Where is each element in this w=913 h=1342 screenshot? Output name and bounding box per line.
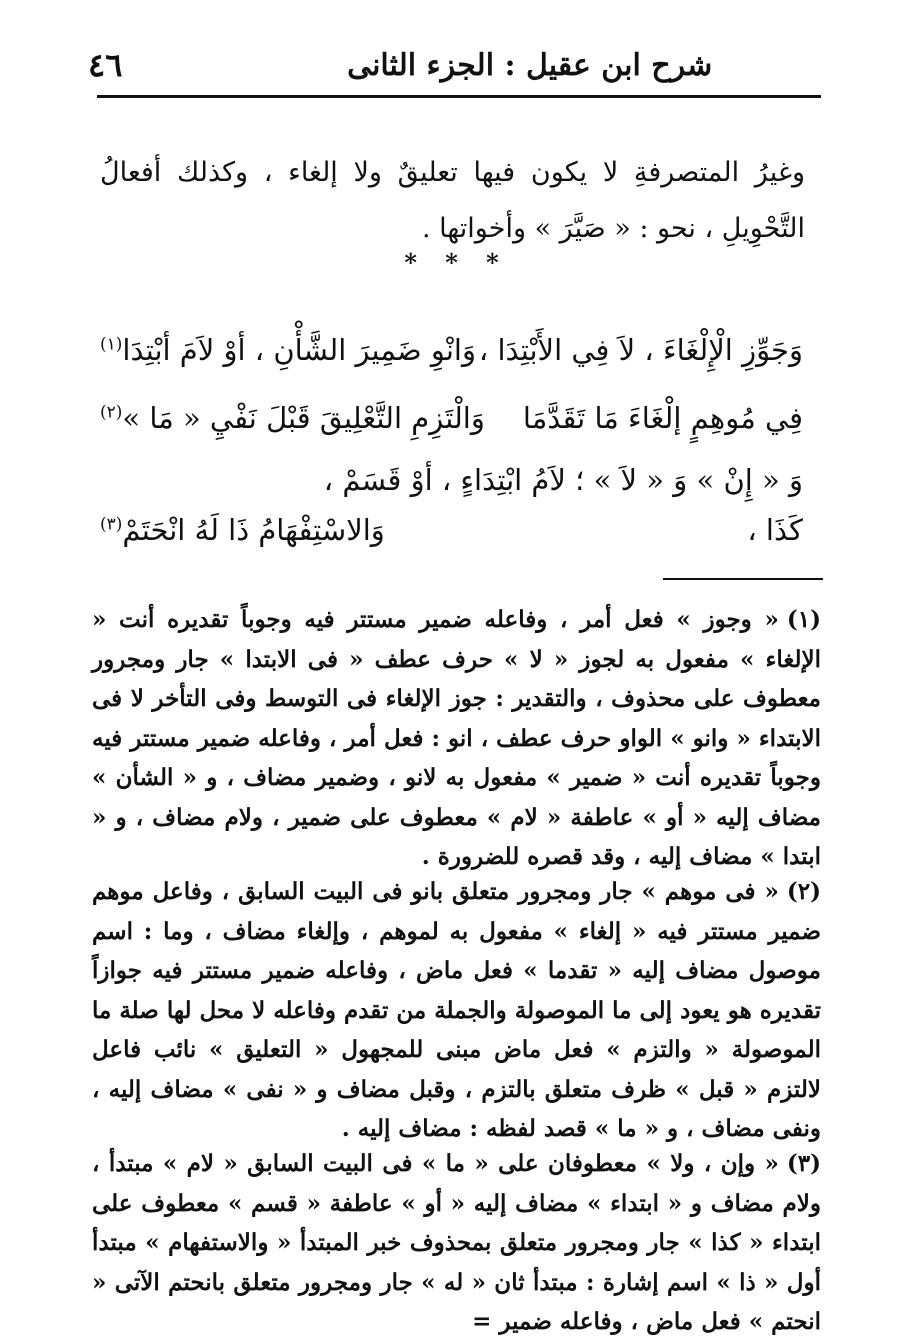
page-header (88, 42, 817, 88)
verse-line (100, 505, 803, 555)
verse-second-hemistich (100, 505, 385, 555)
footnote-marker: (٢) (100, 402, 123, 423)
verse-second-hemistich-text: وَالْتَزِمِ التَّعْلِيقَ قَبْلَ نَفْيِ « مَا » (122, 401, 485, 435)
verse-first-hemistich: وَجَوِّزِ الْإِلْغَاءَ ، لاَ فِي الأَبْتِدَا ، (478, 333, 803, 367)
verse-second-hemistich (100, 393, 485, 443)
page-number: ٤٦ (88, 46, 123, 84)
footnote-marker: (١) (100, 334, 123, 355)
footnote-marker: (٣) (100, 514, 123, 535)
footnote-text: « وإن ، ولا » معطوفان على « ما » فى البيت السابق « لام » مبتدأ ، ولام مضاف و « ابتداء » مضاف إليه « أو » عاطفة « قسم » معطوف على ابتداء « كذا » جار ومجرور متعلق بمحذوف خبر المبتدأ « والاستفهام » مبتدأ أول « ذا » اسم إشارة : مبتدأ ثان « له » جار ومجرور متعلق بانحتم الآتى « انحتم » فعل ماض ، وفاعله ضمير = (92, 1150, 821, 1335)
verse-line (100, 455, 803, 505)
verse-line (100, 325, 803, 375)
footnote-text: « وجوز » فعل أمر ، وفاعله ضمير مستتر فيه وجوباً تقديره أنت « الإلغاء » مفعول به لجوز « لا » حرف عطف « فى الابتدا » جار ومجرور معطوف على محذوف ، والتقدير : جوز الإلغاء فى التوسط وفى التأخر لا فى الابتداء « وانو » الواو حرف عطف ، انو : فعل أمر ، وفاعله ضمير مستتر فيه وجوباً تقديره أنت « ضمير » مفعول به لانو ، وضمير مضاف ، و « الشأن » مضاف إليه « أو » عاطفة « لام » معطوف على ضمير ، ولام مضاف ، و « ابتدا » مضاف إليه ، وقد قصره للضرورة . (92, 606, 821, 870)
verse-line (100, 393, 803, 443)
footnote-number: (١) (786, 606, 821, 633)
verse-second-hemistich (100, 325, 476, 375)
footnote-rule (663, 578, 823, 580)
footnote-2 (92, 872, 821, 1149)
verse-first-hemistich: وَ « إِنْ » وَ « لاَ » ؛ لاَمُ ابْتِدَاءٍ ، أوْ قَسَمْ ، (323, 463, 803, 497)
footnote-1 (92, 600, 821, 877)
section-separator: * * * (404, 248, 509, 277)
footnote-text: « فى موهم » جار ومجرور متعلق بانو فى البيت السابق ، وفاعل موهم ضمير مستتر فيه « إلغاء » مفعول به لموهم ، وإلغاء مضاف ، وما : اسم موصول مضاف إليه « تقدما » فعل ماض ، وفاعله ضمير مستتر فيه جوازاً تقديره هو يعود إلى ما الموصولة والجملة من تقدم وفاعله لا محل لها صلة ما الموصولة « والتزم » فعل ماض مبنى للمجهول « التعليق » نائب فاعل لالتزم « قبل » ظرف متعلق بالتزم ، وقبل مضاف و « نفى » مضاف إليه ، ونفى مضاف ، و « ما » قصد لفظه : مضاف إليه . (92, 878, 821, 1142)
verse-first-hemistich: كَذَا ، (747, 513, 803, 547)
intro-paragraph: وغيرُ المتصرفةِ لا يكون فيها تعليقٌ ولا إلغاء ، وكذلك أفعالُ التَّحْوِيلِ ، نحو : « صَيَّرَ » وأخواتها . (100, 157, 805, 244)
footnote-number: (٣) (786, 1150, 821, 1177)
verse-second-hemistich-text: وَالاسْتِفْهَامُ ذَا لَهُ انْحَتَمْ (122, 513, 385, 547)
footnote-number: (٢) (786, 878, 821, 905)
verse-second-hemistich-text: وَانْوِ ضَمِيرَ الشَّأْنِ ، أوْ لاَمَ أبْتِدَا (122, 333, 476, 367)
header-rule (97, 95, 821, 98)
running-title: شرح ابن عقيل : الجزء الثانى (347, 47, 713, 83)
verse-first-hemistich: فِي مُوهِمٍ إلْغَاءَ مَا تَقَدَّمَا (522, 401, 803, 435)
footnote-3 (92, 1144, 821, 1342)
